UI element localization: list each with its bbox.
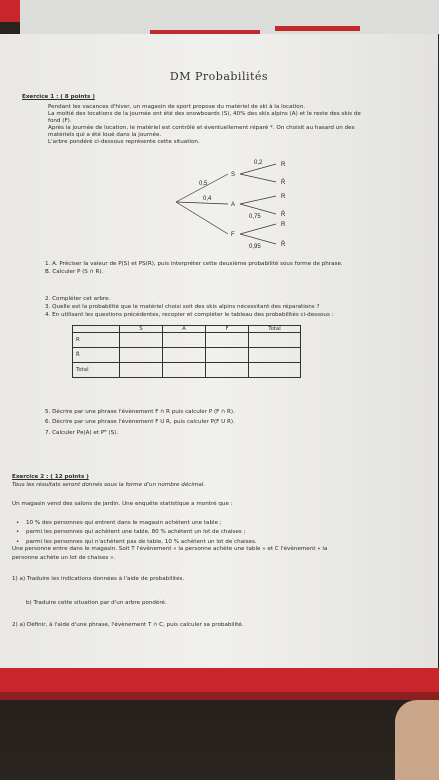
- ex2-paragraph-line: Une personne entre dans le magasin. Soit T l'évènement « la personne achète une table » et C l'évènement « la: [12, 546, 328, 552]
- ex2-intro: Un magasin vend des salons de jardin. Une enquête statistique a montré que :: [12, 501, 233, 507]
- ex2-question: 1) a) Traduire les indications données à l'aide de probabilités.: [12, 576, 185, 582]
- tree-weight: 0,2: [254, 160, 263, 166]
- ex1-intro-line: L'arbre pondéré ci-dessous représente cette situation.: [48, 139, 200, 145]
- tree-weight: 0,5: [199, 181, 208, 187]
- tree-node-a: A: [231, 202, 236, 208]
- tree-weight: 0,75: [249, 214, 261, 220]
- folder-cover-top: [20, 0, 439, 34]
- ex1-intro-line: matériels qui a été loué dans la journée.: [48, 132, 162, 138]
- table-row-label: R: [73, 333, 120, 348]
- table-row: [73, 333, 301, 348]
- ex1-question: B. Calculer P (S ∩ R).: [45, 269, 104, 275]
- worksheet-page: [0, 34, 438, 674]
- ex1-question: 5. Décrire par une phrase l'évènement F ∩ R puis calculer P (F ∩ R).: [45, 409, 235, 415]
- ex1-question: 1. A. Préciser la valeur de P(S) et PS(R), puis interpréter cette deuxième probabilité sous forme de phrase.: [45, 261, 343, 267]
- folder-cover-bottom: [0, 668, 439, 692]
- tree-leaf: R: [281, 162, 286, 168]
- ex1-question: 2. Compléter cet arbre.: [45, 296, 111, 302]
- probability-tree: [0, 152, 438, 257]
- exercise2-heading: Exercice 2 : ( 12 points ): [12, 474, 89, 480]
- tree-weight: 0,4: [203, 196, 212, 202]
- ex1-question: 6. Décrire par une phrase l'évènement F U R, puis calculer P(F U R).: [45, 419, 235, 425]
- ex1-intro-line: La moitié des locations de la journée ont été des snowboards (S), 40% des skis alpins (A) et le reste des skis de: [48, 111, 361, 117]
- tree-leaf: R̄: [281, 180, 286, 186]
- exercise1-heading: Exercice 1 : ( 8 points ): [22, 94, 95, 100]
- tree-leaf: R̄: [281, 212, 286, 218]
- ex2-question: b) Traduire cette situation par d'un arbre pondéré.: [26, 600, 167, 606]
- table-header-cell: Total: [249, 326, 301, 333]
- ex1-question: 3. Quelle est la probabilité que le matériel choisi soit des skis alpins nécessitant des réparations ?: [45, 304, 320, 310]
- ex2-question: 2) a) Définir, à l'aide d'une phrase, l'évènement T ∩ C, puis calculer sa probabilité.: [12, 622, 244, 628]
- ex2-bullet: • parmi les personnes qui n'achètent pas de table, 10 % achètent un lot de chaises.: [26, 539, 257, 546]
- ex1-question: 4. En utilisant les questions précédentes, recopier et compléter le tableau des probabilités ci-dessous :: [45, 312, 334, 318]
- table-row-label: Total: [73, 363, 120, 378]
- ex2-subtitle: Tous les résultats seront donnés sous la forme d'un nombre décimal.: [12, 482, 206, 488]
- table-row: [73, 348, 301, 363]
- hand-shape: [395, 700, 439, 780]
- table-header-cell: F: [206, 326, 249, 333]
- ex2-paragraph-line: personne achète un lot de chaises ».: [12, 555, 116, 561]
- tree-leaf: R: [281, 194, 286, 200]
- ex1-intro-line: fond (F).: [48, 118, 72, 124]
- folder-cover-edge: [0, 692, 439, 700]
- tree-node-f: F: [231, 232, 235, 238]
- table-row-label: R̄: [73, 348, 120, 363]
- tree-leaf: R: [281, 222, 286, 228]
- ex2-bullet: • 10 % des personnes qui entrent dans le magasin achètent une table ;: [26, 520, 222, 527]
- table-row: [73, 363, 301, 378]
- ex1-intro-line: Après la journée de location, le matériel est contrôlé et éventuellement réparé *. On choisit au hasard un des: [48, 125, 355, 131]
- ex2-bullet: • parmi les personnes qui achètent une table, 80 % achètent un lot de chaises ;: [26, 529, 245, 536]
- table-header-cell: [73, 326, 120, 333]
- tree-node-s: S: [231, 172, 236, 178]
- ex1-question: 7. Calculer Pʀ(A) et Pᴿ̄ (S).: [45, 430, 119, 436]
- tree-leaf: R̄: [281, 242, 286, 248]
- tree-weight: 0,95: [249, 244, 261, 250]
- cover-decor-stripe: [275, 26, 360, 31]
- ex1-intro-line: Pendant les vacances d'hiver, un magasin de sport propose du matériel de ski à la location.: [48, 104, 306, 110]
- table-header-cell: A: [163, 326, 206, 333]
- probability-table: [72, 325, 301, 378]
- page-title: DM Probabilités: [169, 70, 269, 83]
- table-header-cell: S: [120, 326, 163, 333]
